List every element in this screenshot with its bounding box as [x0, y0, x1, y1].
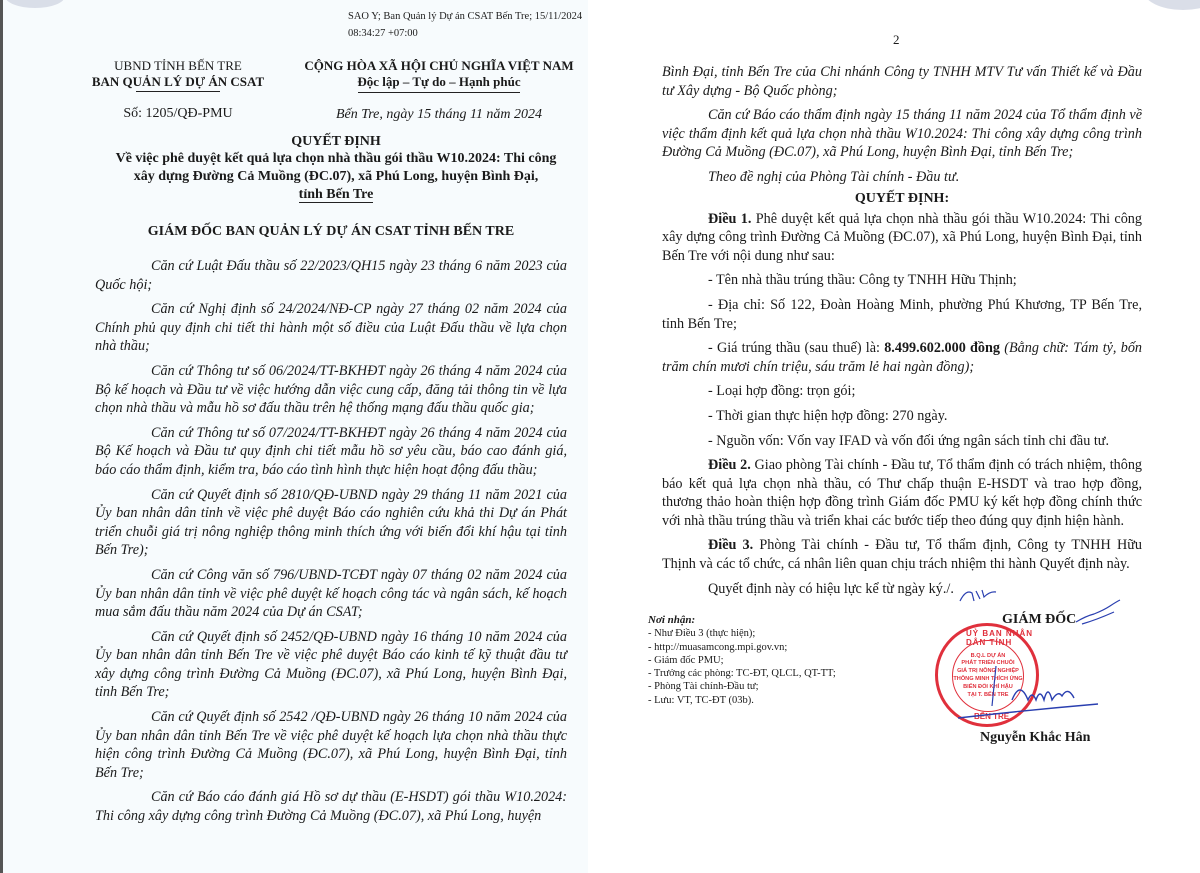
legal-basis-9: Căn cứ Báo cáo đánh giá Hồ sơ dự thầu (E-HSDT) gói thầu W10.2024: Thi công xây dựng công trình Đường Cả Muồng (ĐC.07), xã Phú Long, huyện — [95, 789, 567, 825]
article-1-duration: - Thời gian thực hiện hợp đồng: 270 ngày. — [708, 407, 948, 424]
decision-title-block — [81, 133, 588, 203]
article-1-contract-type: - Loại hợp đồng: trọn gói; — [708, 383, 856, 400]
article-1: Điều 1. Phê duyệt kết quả lựa chọn nhà thầu gói thầu W10.2024: Thi công xây dựng công trình Đường Cả Muồng (ĐC.07), xã Phú Long, huyện Bình Đại, tỉnh Bến Tre với nội dung như sau: — [662, 210, 1142, 264]
decision-subject-line1: Về việc phê duyệt kết quả lựa chọn nhà thầu gói thầu W10.2024: Thi công — [115, 151, 557, 166]
page-number: 2 — [893, 32, 900, 47]
legal-basis-8: Căn cứ Quyết định số 2542 /QĐ-UBND ngày 26 tháng 10 năm 2024 của Ủy ban nhân dân tỉnh Bến Tre về việc phê duyệt kế hoạch lựa chọn nhà thầu thực hiện công trình Đường Cả Muồng (ĐC.07), xã Phú Long, huyện Bình Đại, tỉnh Bến Tre; — [95, 709, 567, 781]
decision-heading: QUYẾT ĐỊNH — [291, 134, 381, 149]
page2-body — [662, 63, 1142, 598]
motto-underline — [358, 92, 520, 93]
recipients-block — [648, 614, 908, 707]
article-1-funding: - Nguồn vốn: Vốn vay IFAD và vốn đối ứng ngân sách tỉnh chi đầu tư. — [708, 432, 1110, 449]
recipients-title: Nơi nhận: — [648, 614, 696, 626]
proposal-line: Theo đề nghị của Phòng Tài chính - Đầu tư. — [708, 168, 960, 185]
effective-clause: Quyết định này có hiệu lực kể từ ngày ký./. — [708, 580, 954, 597]
legal-basis-1: Căn cứ Luật Đấu thầu số 22/2023/QH15 ngày 23 tháng 6 năm 2023 của Quốc hội; — [95, 258, 567, 293]
article-3: Điều 3. Phòng Tài chính - Đầu tư, Tổ thẩm định, Công ty TNHH Hữu Thịnh và các tổ chức, cá nhân liên quan chịu trách nhiệm thi hành Quyết định này. — [662, 537, 1142, 573]
national-motto: Độc lập – Tự do – Hạnh phúc — [357, 74, 521, 89]
scan-artifact — [1143, 0, 1200, 10]
director-signature-icon — [948, 660, 1108, 720]
place-date: Bến Tre, ngày 15 tháng 11 năm 2024 — [335, 107, 543, 122]
article-1-address: - Địa chỉ: Số 122, Đoàn Hoàng Minh, phường Phú Khương, TP Bến Tre, tỉnh Bến Tre; — [662, 296, 1142, 332]
document-page-1 — [0, 0, 588, 873]
digital-copy-stamp — [348, 8, 582, 42]
legal-basis-5: Căn cứ Quyết định số 2810/QĐ-UBND ngày 29 tháng 11 năm 2021 của Ủy ban nhân dân tỉnh về việc phê duyệt Báo cáo nghiên cứu khả thi Dự án Phát triển chuỗi giá trị nông nghiệp thông minh thích ứng với biến đổi khí hậu tại tỉnh Bến Tre); — [95, 486, 567, 559]
legal-basis-3: Căn cứ Thông tư số 06/2024/TT-BKHĐT ngày 26 tháng 4 năm 2024 của Bộ kế hoạch và Đầu tư về việc hướng dẫn việc cung cấp, đăng tải thông tin về lựa chọn nhà thầu và mẫu hồ sơ đấu thầu trên hệ thống mạng đấu thầu quốc gia; — [95, 362, 567, 417]
nation-block — [279, 58, 588, 123]
legal-basis-7: Căn cứ Quyết định số 2452/QĐ-UBND ngày 16 tháng 10 năm 2024 của Ủy ban nhân dân tỉnh Bến Tre về việc phê duyệt Báo cáo kinh tế kỹ thuật đầu tư xây dựng công trình Đường Cả Muồng (ĐC.07), xã Phú Long, huyện Bình Đại, tỉnh Bến Tre; — [95, 628, 567, 701]
legal-basis-6: Căn cứ Công văn số 796/UBND-TCĐT ngày 07 tháng 02 năm 2024 của Ủy ban nhân dân tỉnh về việc phê duyệt kế hoạch công tác và ngân sách, kế hoạch mua sắm đấu thầu năm 2024 của Dự án CSAT; — [95, 566, 567, 621]
legal-basis-2: Căn cứ Nghị định số 24/2024/NĐ-CP ngày 27 tháng 02 năm 2024 của Chính phủ quy định chi tiết thi hành một số điều của Luật Đấu thầu về lựa chọn nhà thầu; — [95, 301, 567, 355]
recipient-item: - Giám đốc PMU; — [648, 654, 724, 666]
document-page-2 — [588, 0, 1200, 873]
basis-appraisal: Căn cứ Báo cáo thẩm định ngày 15 tháng 11 năm 2024 của Tổ thẩm định về việc thẩm định kết quả lựa chọn nhà thầu W10.2024: Thi công xây dựng công trình Đường Cả Muồng (ĐC.07), xã Phú Long, huyện Bình Đại, tỉnh Bến Tre; — [662, 107, 1142, 161]
basis-continuation: Bình Đại, tỉnh Bến Tre của Chi nhánh Công ty TNHH MTV Tư vấn Thiết kế và Đầu tư Xây dựng - Bộ Quốc phòng; — [662, 64, 1142, 99]
nation-title: CỘNG HÒA XÃ HỘI CHỦ NGHĨA VIỆT NAM — [304, 58, 574, 73]
article-1-winner: - Tên nhà thầu trúng thầu: Công ty TNHH Hữu Thịnh; — [708, 272, 1017, 289]
document-number: Số: 1205/QĐ-PMU — [123, 106, 233, 121]
recipient-item: - Trưởng các phòng: TC-ĐT, QLCL, QT-TT; — [648, 668, 836, 680]
seal-ring-bottom: BẾN TRE — [974, 712, 1010, 721]
copy-stamp-line1: SAO Y; Ban Quản lý Dự án CSAT Bến Tre; 15/11/2024 — [348, 11, 583, 22]
scan-artifact — [5, 0, 65, 8]
signer-name: Nguyễn Khắc Hân — [980, 730, 1091, 745]
article-2: Điều 2. Giao phòng Tài chính - Đầu tư, Tổ thẩm định có trách nhiệm, thông báo kết quả lựa chọn nhà thầu, có Thư chấp thuận E-HSDT và trao hợp đồng, thương thảo hoàn thiện hợp đồng trình Giám đốc PMU ký kết hợp đồng chính thức với nhà thầu trúng thầu và triển khai các bước tiếp theo đúng quy định hiện hành. — [662, 457, 1143, 529]
legal-basis-4: Căn cứ Thông tư số 07/2024/TT-BKHĐT ngày 26 tháng 4 năm 2024 của Bộ Kế hoạch và Đầu tư quy định chi tiết mẫu hồ sơ yêu cầu, báo cao đánh giá, báo cáo thẩm định, kiểm tra, báo cáo tình hình thực hiện hoạt động đấu thầu; — [95, 424, 567, 478]
recipient-item: - http://muasamcong.mpi.gov.vn; — [648, 641, 788, 653]
winning-price: 8.499.602.000 đồng — [884, 340, 1000, 357]
seal-inner: B.Q.L DỰ ÁN PHÁT TRIỂN CHUỖI GIÁ TRỊ NÔNG NGHIỆP THÔNG MINH THÍCH ỨNG BIẾN ĐỔI KHÍ HẬU TẠI T. BẾN TRE — [952, 640, 1024, 712]
issuer-line2: BAN QUẢN LÝ DỰ ÁN CSAT — [91, 74, 265, 89]
copy-stamp-line2: 08:34:27 +07:00 — [348, 28, 418, 39]
authority-heading: GIÁM ĐỐC BAN QUẢN LÝ DỰ ÁN CSAT TỈNH BẾN TRE — [147, 224, 515, 239]
signer-title: GIÁM ĐỐC — [1002, 612, 1077, 627]
recipient-item: - Phòng Tài chính-Đầu tư; — [648, 681, 759, 693]
initials-signature-icon — [958, 587, 998, 605]
decision-subject-line2: xây dựng Đường Cả Muồng (ĐC.07), xã Phú Long, huyện Bình Đại, — [133, 169, 539, 184]
decision-subject-line3: tỉnh Bến Tre — [298, 187, 374, 202]
issuer-underline — [136, 91, 220, 92]
seal-ring-top: UỶ BAN NHÂN DÂN TỈNH — [966, 629, 1033, 647]
issuer-block — [73, 58, 283, 122]
recipient-item: - Lưu: VT, TC-ĐT (03b). — [648, 694, 754, 706]
article-1-price: - Giá trúng thầu (sau thuế) là: 8.499.602.000 đồng (Bằng chữ: Tám tỷ, bốn trăm chín mươi chín triệu, sáu trăm lẻ hai ngàn đồng); — [662, 340, 1143, 375]
decision-heading-2: QUYẾT ĐỊNH: — [854, 190, 950, 206]
issuer-line1: UBND TỈNH BẾN TRE — [114, 58, 242, 73]
legal-bases — [95, 257, 567, 826]
recipient-item: - Như Điều 3 (thực hiện); — [648, 628, 756, 640]
flourish-signature-icon — [1074, 598, 1124, 628]
